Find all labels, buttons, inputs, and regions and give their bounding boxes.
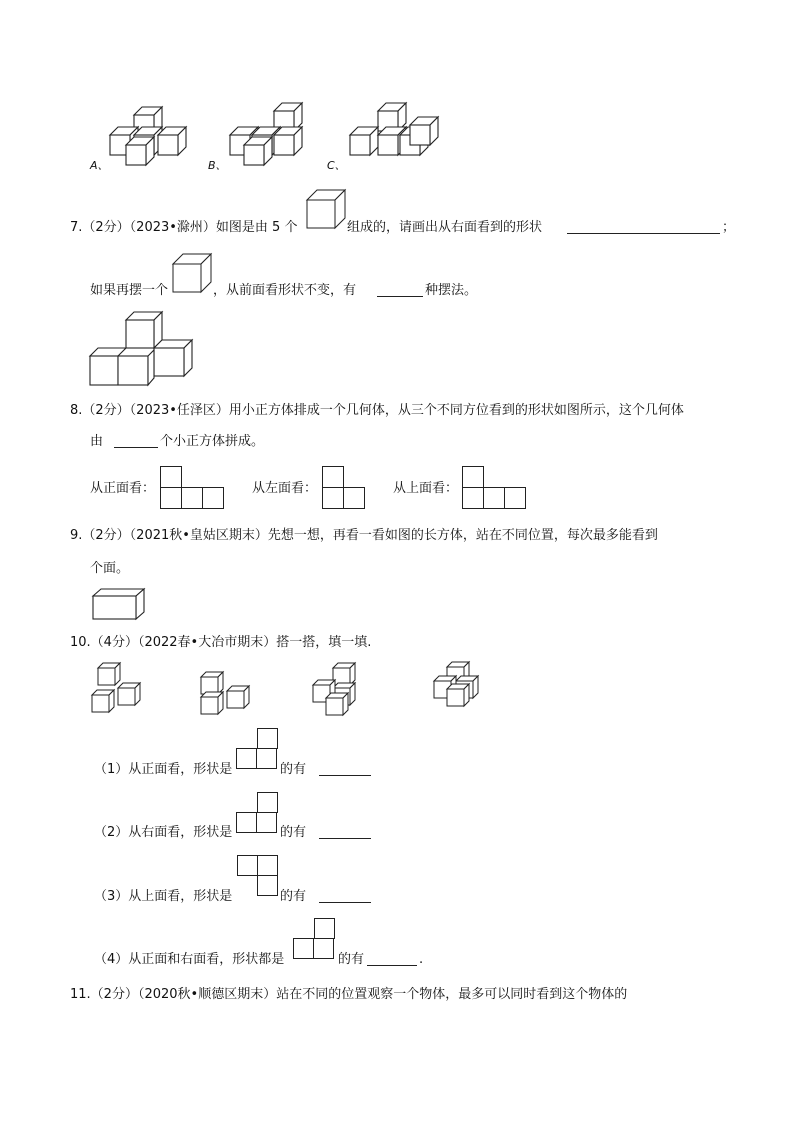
q8-line2-b: 个小正方体拼成。 <box>160 434 265 449</box>
q7-cube-icon-1 <box>307 190 347 230</box>
q10-title: 10.（4分）（2022春•大冶市期末）搭一搭，填一填. <box>70 635 372 650</box>
q10-item1-prefix: （1）从正面看，形状是 <box>94 762 233 777</box>
q7-line1-b: 组成的，请画出从右面看到的形状 <box>347 220 543 235</box>
q7-line2-b: ，从前面看形状不变，有 <box>213 283 357 298</box>
q6-option-c-label: C、 <box>327 159 346 172</box>
q7-line1-end: ； <box>722 220 736 235</box>
q10-item3-blank[interactable] <box>319 889 371 903</box>
q8-view-left-label: 从左面看： <box>252 481 318 496</box>
q7-answer-blank-1[interactable] <box>567 220 720 234</box>
q10-item3-suffix: 的有 <box>280 889 307 904</box>
q6-b-cubes <box>230 103 302 165</box>
q10-item3-prefix: （3）从上面看，形状是 <box>94 889 233 904</box>
q6-a-cubes <box>110 107 186 165</box>
q7-figure <box>88 310 208 390</box>
q6-option-b-label: B、 <box>208 159 227 172</box>
q10-item4-prefix: （4）从正面和右面看，形状都是 <box>94 952 285 967</box>
q10-figure-1 <box>92 663 140 712</box>
q10-item1-blank[interactable] <box>319 762 371 776</box>
q7-line1-a: 7.（2分）（2023•滁州）如图是由 5 个 <box>70 220 298 235</box>
q10-figure-4 <box>434 662 478 706</box>
q8-line2-a: 由 <box>90 434 104 449</box>
q10-item2-blank[interactable] <box>319 825 371 839</box>
q7-answer-blank-2[interactable] <box>377 283 423 297</box>
q7-line2-c: 种摆法。 <box>425 283 478 298</box>
q8-answer-blank[interactable] <box>114 434 158 448</box>
q11-line1: 11.（2分）（2020秋•顺德区期末）站在不同的位置观察一个物体，最多可以同时看到这个物体的 <box>70 987 628 1002</box>
q10-item2-suffix: 的有 <box>280 825 307 840</box>
q8-view-front-label: 从正面看： <box>90 481 156 496</box>
q8-line1: 8.（2分）（2023•任泽区）用小正方体排成一个几何体，从三个不同方位看到的形状如图所示，这个几何体 <box>70 403 684 418</box>
q10-figure-3 <box>313 663 355 715</box>
q6-option-a-label: A、 <box>90 159 109 172</box>
q10-figure-2 <box>201 672 249 714</box>
q10-item2-prefix: （2）从右面看，形状是 <box>94 825 233 840</box>
q10-item4-end: . <box>419 952 424 967</box>
q8-view-top-label: 从上面看： <box>393 481 459 496</box>
q9-cuboid-figure <box>92 588 152 622</box>
q10-item4-suffix: 的有 <box>338 952 365 967</box>
q10-item1-suffix: 的有 <box>280 762 307 777</box>
q10-item4-blank[interactable] <box>367 952 417 966</box>
q9-line2: 个面。 <box>90 561 130 576</box>
q6-c-cubes <box>350 103 438 155</box>
q7-cube-icon-2 <box>173 254 213 294</box>
q9-line1: 9.（2分）（2021秋•皇姑区期末）先想一想，再看一看如图的长方体，站在不同位置，每次最多能看到 <box>70 528 658 543</box>
q7-line2-a: 如果再摆一个 <box>90 283 169 298</box>
